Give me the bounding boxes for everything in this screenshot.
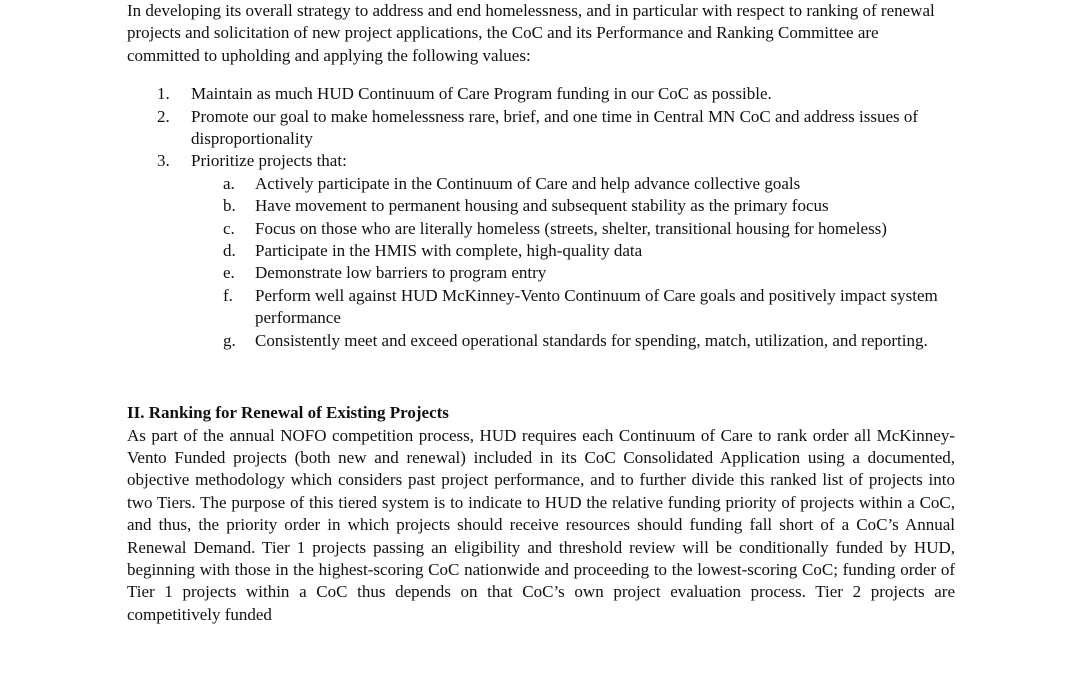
priority-letter: f. (223, 285, 233, 305)
value-number: 3. (157, 151, 170, 171)
priority-text: Focus on those who are literally homeless (streets, shelter, transitional housing for homeless) (255, 218, 887, 238)
priority-letter: a. (223, 173, 235, 193)
priorities-list (191, 173, 955, 352)
value-number: 1. (157, 84, 170, 104)
priority-item (223, 285, 955, 330)
document-page (127, 0, 955, 626)
value-item (157, 106, 955, 151)
priority-letter: c. (223, 218, 235, 238)
priority-item (223, 218, 955, 240)
value-item (157, 150, 955, 352)
priority-item (223, 240, 955, 262)
priority-letter: g. (223, 330, 236, 350)
value-item (157, 83, 955, 105)
priority-letter: d. (223, 241, 236, 261)
priority-text: Perform well against HUD McKinney-Vento Continuum of Care goals and positively impact system performance (255, 285, 938, 328)
value-text: Maintain as much HUD Continuum of Care Program funding in our CoC as possible. (191, 84, 772, 104)
priority-text: Consistently meet and exceed operational standards for spending, match, utilization, and reporting. (255, 330, 928, 350)
value-number: 2. (157, 106, 170, 126)
priority-text: Actively participate in the Continuum of Care and help advance collective goals (255, 173, 801, 193)
values-list (127, 83, 955, 352)
priority-letter: b. (223, 196, 236, 216)
priority-text: Demonstrate low barriers to program entry (255, 263, 547, 283)
intro-paragraph: In developing its overall strategy to address and end homelessness, and in particular with respect to ranking of renewal projects and solicitation of new project applications, the CoC and its Performance and Ranking Committee are committed to upholding and applying the following values: (127, 1, 935, 65)
value-text: Promote our goal to make homelessness rare, brief, and one time in Central MN CoC and address issues of disproportionality (191, 106, 919, 149)
priority-item (223, 173, 955, 195)
priority-item (223, 195, 955, 217)
section-heading: II. Ranking for Renewal of Existing Projects (127, 403, 449, 423)
section-body: As part of the annual NOFO competition process, HUD requires each Continuum of Care to rank order all McKinney-Vento Funded projects (both new and renewal) included in its CoC Consolidated Application using a documented, objective methodology which considers past project performance, and to further divide this ranked list of projects into two Tiers. The purpose of this tiered system is to indicate to HUD the relative funding priority of projects within a CoC, and thus, the priority order in which projects should receive resources should funding fall short of a CoC’s Annual Renewal Demand. Tier 1 projects passing an eligibility and threshold review will be conditionally funded by HUD, beginning with those in the highest-scoring CoC nationwide and proceeding to the lowest-scoring CoC; funding order of Tier 1 projects within a CoC thus depends on that CoC’s own project evaluation process. Tier 2 projects are competitively funded (127, 425, 955, 624)
priority-text: Have movement to permanent housing and subsequent stability as the primary focus (255, 196, 829, 216)
priority-letter: e. (223, 263, 235, 283)
value-text: Prioritize projects that: (191, 151, 347, 171)
priority-text: Participate in the HMIS with complete, high-quality data (255, 241, 643, 261)
priority-item (223, 330, 955, 352)
priority-item (223, 262, 955, 284)
